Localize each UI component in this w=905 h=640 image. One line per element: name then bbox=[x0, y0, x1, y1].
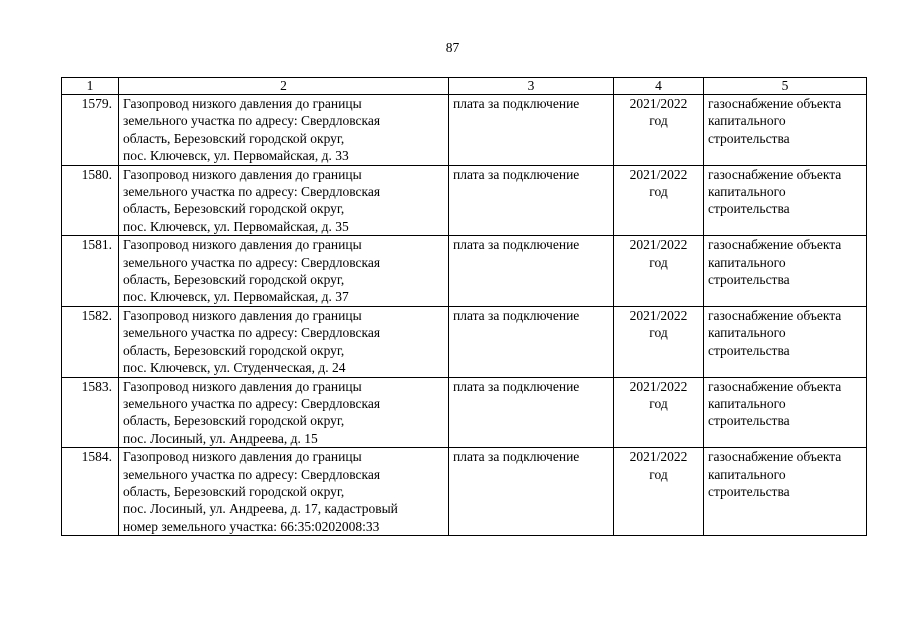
purpose-cell bbox=[704, 95, 867, 166]
cell-text-line: пос. Ключевск, ул. Первомайская, д. 35 bbox=[123, 218, 349, 234]
cell-text-line: год bbox=[649, 325, 668, 341]
table-row bbox=[62, 306, 867, 377]
purpose-cell bbox=[704, 377, 867, 448]
period-cell bbox=[614, 165, 704, 236]
cell-text-line: пос. Ключевск, ул. Первомайская, д. 33 bbox=[123, 148, 349, 164]
cell-text-line: год bbox=[649, 184, 668, 200]
column-header: 1 bbox=[62, 78, 119, 95]
column-header: 3 bbox=[449, 78, 614, 95]
cell-text-line: газоснабжение объекта bbox=[708, 96, 842, 111]
row-number-cell: 1582. bbox=[62, 306, 119, 377]
column-header: 2 bbox=[119, 78, 449, 95]
period-cell bbox=[614, 95, 704, 166]
cell-text-line: газоснабжение объекта bbox=[708, 166, 842, 182]
row-number-cell: 1584. bbox=[62, 448, 119, 536]
table-row bbox=[62, 95, 867, 166]
payment-cell: плата за подключение bbox=[449, 306, 614, 377]
cell-text-line: Газопровод низкого давления до границы bbox=[123, 378, 362, 394]
cell-text-line: пос. Лосиный, ул. Андреева, д. 17, кадастровый bbox=[123, 501, 398, 517]
cell-text-line: 2021/2022 bbox=[629, 307, 688, 323]
cell-text-line: область, Березовский городской округ, bbox=[123, 342, 345, 358]
cell-text-line: область, Березовский городской округ, bbox=[123, 272, 345, 288]
row-number-cell: 1579. bbox=[62, 95, 119, 166]
cell-text-line: пос. Ключевск, ул. Студенческая, д. 24 bbox=[123, 360, 346, 376]
page-number: 87 bbox=[445, 40, 460, 55]
purpose-cell bbox=[704, 236, 867, 307]
cell-text-line: 2021/2022 bbox=[629, 378, 688, 394]
cell-text-line: область, Березовский городской округ, bbox=[123, 413, 345, 429]
period-cell bbox=[614, 377, 704, 448]
description-cell bbox=[119, 236, 449, 307]
row-number-cell: 1583. bbox=[62, 377, 119, 448]
cell-text-line: земельного участка по адресу: Свердловская bbox=[123, 325, 381, 341]
cell-text-line: строительства bbox=[708, 483, 790, 499]
cell-text-line: пос. Ключевск, ул. Первомайская, д. 37 bbox=[123, 289, 349, 305]
cell-text-line: газоснабжение объекта bbox=[708, 378, 842, 394]
cell-text-line: строительства bbox=[708, 272, 790, 288]
cell-text-line: 2021/2022 bbox=[629, 449, 688, 465]
cell-text-line: Газопровод низкого давления до границы bbox=[123, 96, 362, 111]
description-cell bbox=[119, 306, 449, 377]
cell-text-line: строительства bbox=[708, 342, 790, 358]
cell-text-line: Газопровод низкого давления до границы bbox=[123, 237, 362, 253]
table-row bbox=[62, 448, 867, 536]
cell-text-line: Газопровод низкого давления до границы bbox=[123, 166, 362, 182]
cell-text-line: строительства bbox=[708, 130, 790, 146]
description-cell bbox=[119, 377, 449, 448]
cell-text-line: капитального bbox=[708, 184, 786, 200]
table-row bbox=[62, 377, 867, 448]
description-cell bbox=[119, 165, 449, 236]
cell-text-line: Газопровод низкого давления до границы bbox=[123, 449, 362, 465]
cell-text-line: капитального bbox=[708, 113, 786, 129]
cell-text-line: область, Березовский городской округ, bbox=[123, 201, 345, 217]
cell-text-line: строительства bbox=[708, 201, 790, 217]
payment-cell: плата за подключение bbox=[449, 95, 614, 166]
period-cell bbox=[614, 236, 704, 307]
cell-text-line: капитального bbox=[708, 395, 786, 411]
payment-cell: плата за подключение bbox=[449, 165, 614, 236]
cell-text-line: земельного участка по адресу: Свердловская bbox=[123, 184, 381, 200]
cell-text-line: земельного участка по адресу: Свердловская bbox=[123, 113, 381, 129]
cell-text-line: область, Березовский городской округ, bbox=[123, 483, 345, 499]
table-row bbox=[62, 165, 867, 236]
cell-text-line: год bbox=[649, 395, 668, 411]
payment-cell: плата за подключение bbox=[449, 448, 614, 536]
cell-text-line: 2021/2022 bbox=[629, 166, 688, 182]
cell-text-line: капитального bbox=[708, 466, 786, 482]
cell-text-line: 2021/2022 bbox=[629, 237, 688, 253]
cell-text-line: 2021/2022 bbox=[629, 96, 688, 111]
cell-text-line: номер земельного участка: 66:35:0202008:33 bbox=[123, 518, 380, 534]
cell-text-line: год bbox=[649, 254, 668, 270]
table-row bbox=[62, 236, 867, 307]
payment-cell: плата за подключение bbox=[449, 377, 614, 448]
column-header: 4 bbox=[614, 78, 704, 95]
description-cell bbox=[119, 448, 449, 536]
cell-text-line: капитального bbox=[708, 254, 786, 270]
header-row bbox=[62, 78, 867, 95]
cell-text-line: земельного участка по адресу: Свердловская bbox=[123, 254, 381, 270]
purpose-cell bbox=[704, 448, 867, 536]
cell-text-line: земельного участка по адресу: Свердловская bbox=[123, 466, 381, 482]
cell-text-line: газоснабжение объекта bbox=[708, 449, 842, 465]
cell-text-line: пос. Лосиный, ул. Андреева, д. 15 bbox=[123, 430, 318, 446]
column-header: 5 bbox=[704, 78, 867, 95]
description-cell bbox=[119, 95, 449, 166]
cell-text-line: год bbox=[649, 466, 668, 482]
cell-text-line: область, Березовский городской округ, bbox=[123, 130, 345, 146]
cell-text-line: строительства bbox=[708, 413, 790, 429]
period-cell bbox=[614, 306, 704, 377]
period-cell bbox=[614, 448, 704, 536]
row-number-cell: 1581. bbox=[62, 236, 119, 307]
cell-text-line: капитального bbox=[708, 325, 786, 341]
purpose-cell bbox=[704, 165, 867, 236]
cell-text-line: Газопровод низкого давления до границы bbox=[123, 307, 362, 323]
cell-text-line: земельного участка по адресу: Свердловская bbox=[123, 395, 381, 411]
row-number-cell: 1580. bbox=[62, 165, 119, 236]
cell-text-line: газоснабжение объекта bbox=[708, 307, 842, 323]
purpose-cell bbox=[704, 306, 867, 377]
cell-text-line: год bbox=[649, 113, 668, 129]
investment-table bbox=[61, 77, 867, 536]
cell-text-line: газоснабжение объекта bbox=[708, 237, 842, 253]
payment-cell: плата за подключение bbox=[449, 236, 614, 307]
